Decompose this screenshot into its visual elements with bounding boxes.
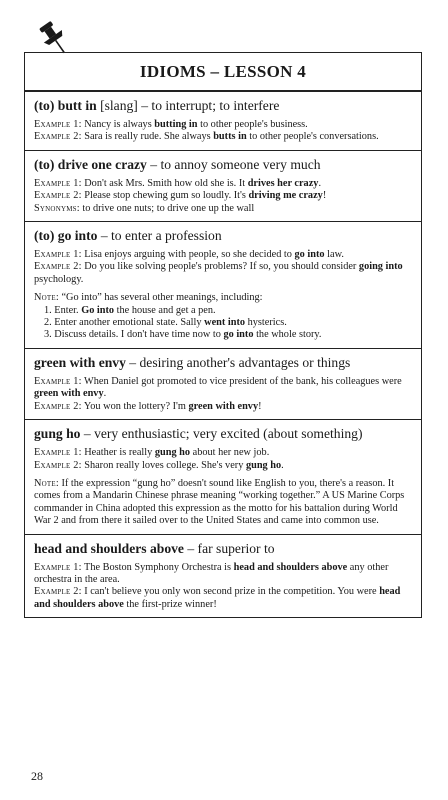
idiom-heading xyxy=(34,156,412,173)
example-idiom: go into xyxy=(294,249,325,261)
lesson-box xyxy=(24,52,422,618)
synonyms-label: Synonyms: xyxy=(34,202,80,214)
example-text: . xyxy=(103,388,107,400)
example-label: Example 2: xyxy=(34,190,82,202)
idiom-definition: – desiring another's advantages or things xyxy=(125,354,351,370)
example-label: Example 1: xyxy=(34,447,82,459)
page-number: 28 xyxy=(31,769,43,783)
example-text: law. xyxy=(324,249,344,261)
example-2 xyxy=(34,586,412,611)
example-text: . xyxy=(318,177,322,189)
example-label: Example 1: xyxy=(34,375,82,387)
note xyxy=(34,292,412,304)
example-text: to other people's conversations. xyxy=(246,131,379,143)
idiom-heading xyxy=(34,354,412,371)
idiom-section-go-into xyxy=(25,222,421,349)
example-1 xyxy=(34,178,412,190)
example-idiom: driving me crazy xyxy=(248,190,323,202)
idiom-section-head-and-shoulders-above xyxy=(25,535,421,618)
note-item-text: the house and get a pen. xyxy=(114,304,216,316)
example-text: to other people's business. xyxy=(197,119,308,130)
idiom-heading xyxy=(34,425,412,442)
example-idiom: drives her crazy xyxy=(247,177,319,189)
example-1 xyxy=(34,249,412,261)
example-1 xyxy=(34,562,412,587)
note-item xyxy=(34,317,412,329)
note-item-text: 1. Enter. xyxy=(44,304,82,316)
idiom-definition: – far superior to xyxy=(183,540,275,556)
idiom-definition: – to enter a profession xyxy=(97,228,222,244)
idiom-section-green-with-envy xyxy=(25,349,421,420)
example-text: Please stop chewing gum so loudly. It's xyxy=(84,190,249,202)
idiom-section-drive-one-crazy xyxy=(25,151,421,222)
example-idiom: head and shoulders above xyxy=(34,586,401,610)
example-text: the first-prize winner! xyxy=(123,598,217,610)
example-label: Example 1: xyxy=(34,561,82,573)
example-label: Example 2: xyxy=(34,586,82,598)
idiom-heading xyxy=(34,227,412,244)
example-1 xyxy=(34,376,412,401)
idiom-heading xyxy=(34,540,412,557)
note-label: Note: xyxy=(34,292,59,304)
example-text: I can't believe you only won second prize in the competition. You were xyxy=(84,586,380,598)
example-2 xyxy=(34,460,412,472)
note-item-text: 2. Enter another emotional state. Sally xyxy=(44,317,205,329)
note xyxy=(34,478,412,528)
example-idiom: butting in xyxy=(154,119,198,130)
example-2 xyxy=(34,190,412,202)
example-text: . xyxy=(281,459,284,471)
note-item-idiom: went into xyxy=(204,317,246,329)
example-label: Example 2: xyxy=(34,400,82,412)
note-item-text: 3. Discuss details. I don't have time now to xyxy=(44,329,224,341)
example-2 xyxy=(34,261,412,286)
idiom-section-gung-ho xyxy=(25,420,421,534)
example-idiom: green with envy xyxy=(34,388,104,400)
example-text: Do you like solving people's problems? If so, you should consider xyxy=(84,261,359,273)
example-label: Example 2: xyxy=(34,459,82,471)
example-label: Example 2: xyxy=(34,261,82,273)
idiom-term: (to) go into xyxy=(34,228,98,244)
example-text: Don't ask Mrs. Smith how old she is. It xyxy=(84,177,248,189)
note-item xyxy=(34,305,412,317)
example-idiom: going into xyxy=(358,261,403,273)
example-idiom: head and shoulders above xyxy=(233,561,348,573)
synonyms-text: to drive one nuts; to drive one up the wall xyxy=(82,202,255,214)
example-label: Example 2: xyxy=(34,131,82,143)
example-text: Nancy is always xyxy=(84,119,155,130)
note-item-idiom: go into xyxy=(223,329,254,341)
example-1 xyxy=(34,447,412,459)
example-text: Sara is really rude. She always xyxy=(84,131,214,143)
example-idiom: gung ho xyxy=(245,459,282,471)
note-item-text: the whole story. xyxy=(253,329,322,341)
synonyms xyxy=(34,203,412,215)
example-text: Lisa enjoys arguing with people, so she decided to xyxy=(84,249,295,261)
idiom-term: (to) drive one crazy xyxy=(34,156,147,172)
example-text: psychology. xyxy=(34,273,84,285)
example-label: Example 1: xyxy=(34,249,82,261)
example-idiom: butts in xyxy=(213,131,247,143)
idiom-term: (to) butt in xyxy=(34,98,97,113)
note-item xyxy=(34,329,412,341)
idiom-definition: – very enthusiastic; very excited (about something) xyxy=(80,426,363,442)
idiom-term: green with envy xyxy=(34,354,126,370)
example-label: Example 1: xyxy=(34,177,82,189)
note-label: Note: xyxy=(34,477,59,489)
example-2 xyxy=(34,401,412,413)
example-text: Heather is really xyxy=(84,447,155,459)
example-text: When Daniel got promoted to vice president of the bank, his colleagues were xyxy=(84,375,402,387)
example-text: The Boston Symphony Orchestra is xyxy=(84,561,234,573)
example-text: You won the lottery? I'm xyxy=(83,400,189,412)
note-item-text: hysterics. xyxy=(245,317,287,329)
example-text: ! xyxy=(322,190,327,202)
example-text: Sharon really loves college. She's very xyxy=(84,459,246,471)
idiom-heading xyxy=(34,97,412,114)
example-idiom: gung ho xyxy=(154,447,191,459)
page-title: IDIOMS – LESSON 4 xyxy=(25,53,421,92)
note-text: “Go into” has several other meanings, including: xyxy=(61,292,263,304)
idiom-term: head and shoulders above xyxy=(34,540,184,556)
note-text: If the expression “gung ho” doesn't sound like English to you, there's a reason. It comes from a Mandarin Chinese phrase meaning “working together.” A US Marine Corps commander in China adopted this expression as the motto for his battalion during World War 2 and from there it sailed over to the United States and came into common use. xyxy=(34,477,405,527)
example-text: any other orchestra in the area. xyxy=(34,561,389,585)
example-text: about her new job. xyxy=(190,447,270,459)
example-2 xyxy=(34,131,412,143)
example-text: ! xyxy=(258,400,262,412)
idiom-definition: [slang] – to interrupt; to interfere xyxy=(96,98,280,113)
idiom-section-butt-in xyxy=(25,92,421,151)
idiom-term: gung ho xyxy=(34,426,81,442)
example-idiom: green with envy xyxy=(188,400,259,412)
note-item-idiom: Go into xyxy=(81,304,115,316)
example-1 xyxy=(34,119,412,131)
idiom-definition: – to annoy someone very much xyxy=(146,156,321,172)
example-label: Example 1: xyxy=(34,119,82,130)
